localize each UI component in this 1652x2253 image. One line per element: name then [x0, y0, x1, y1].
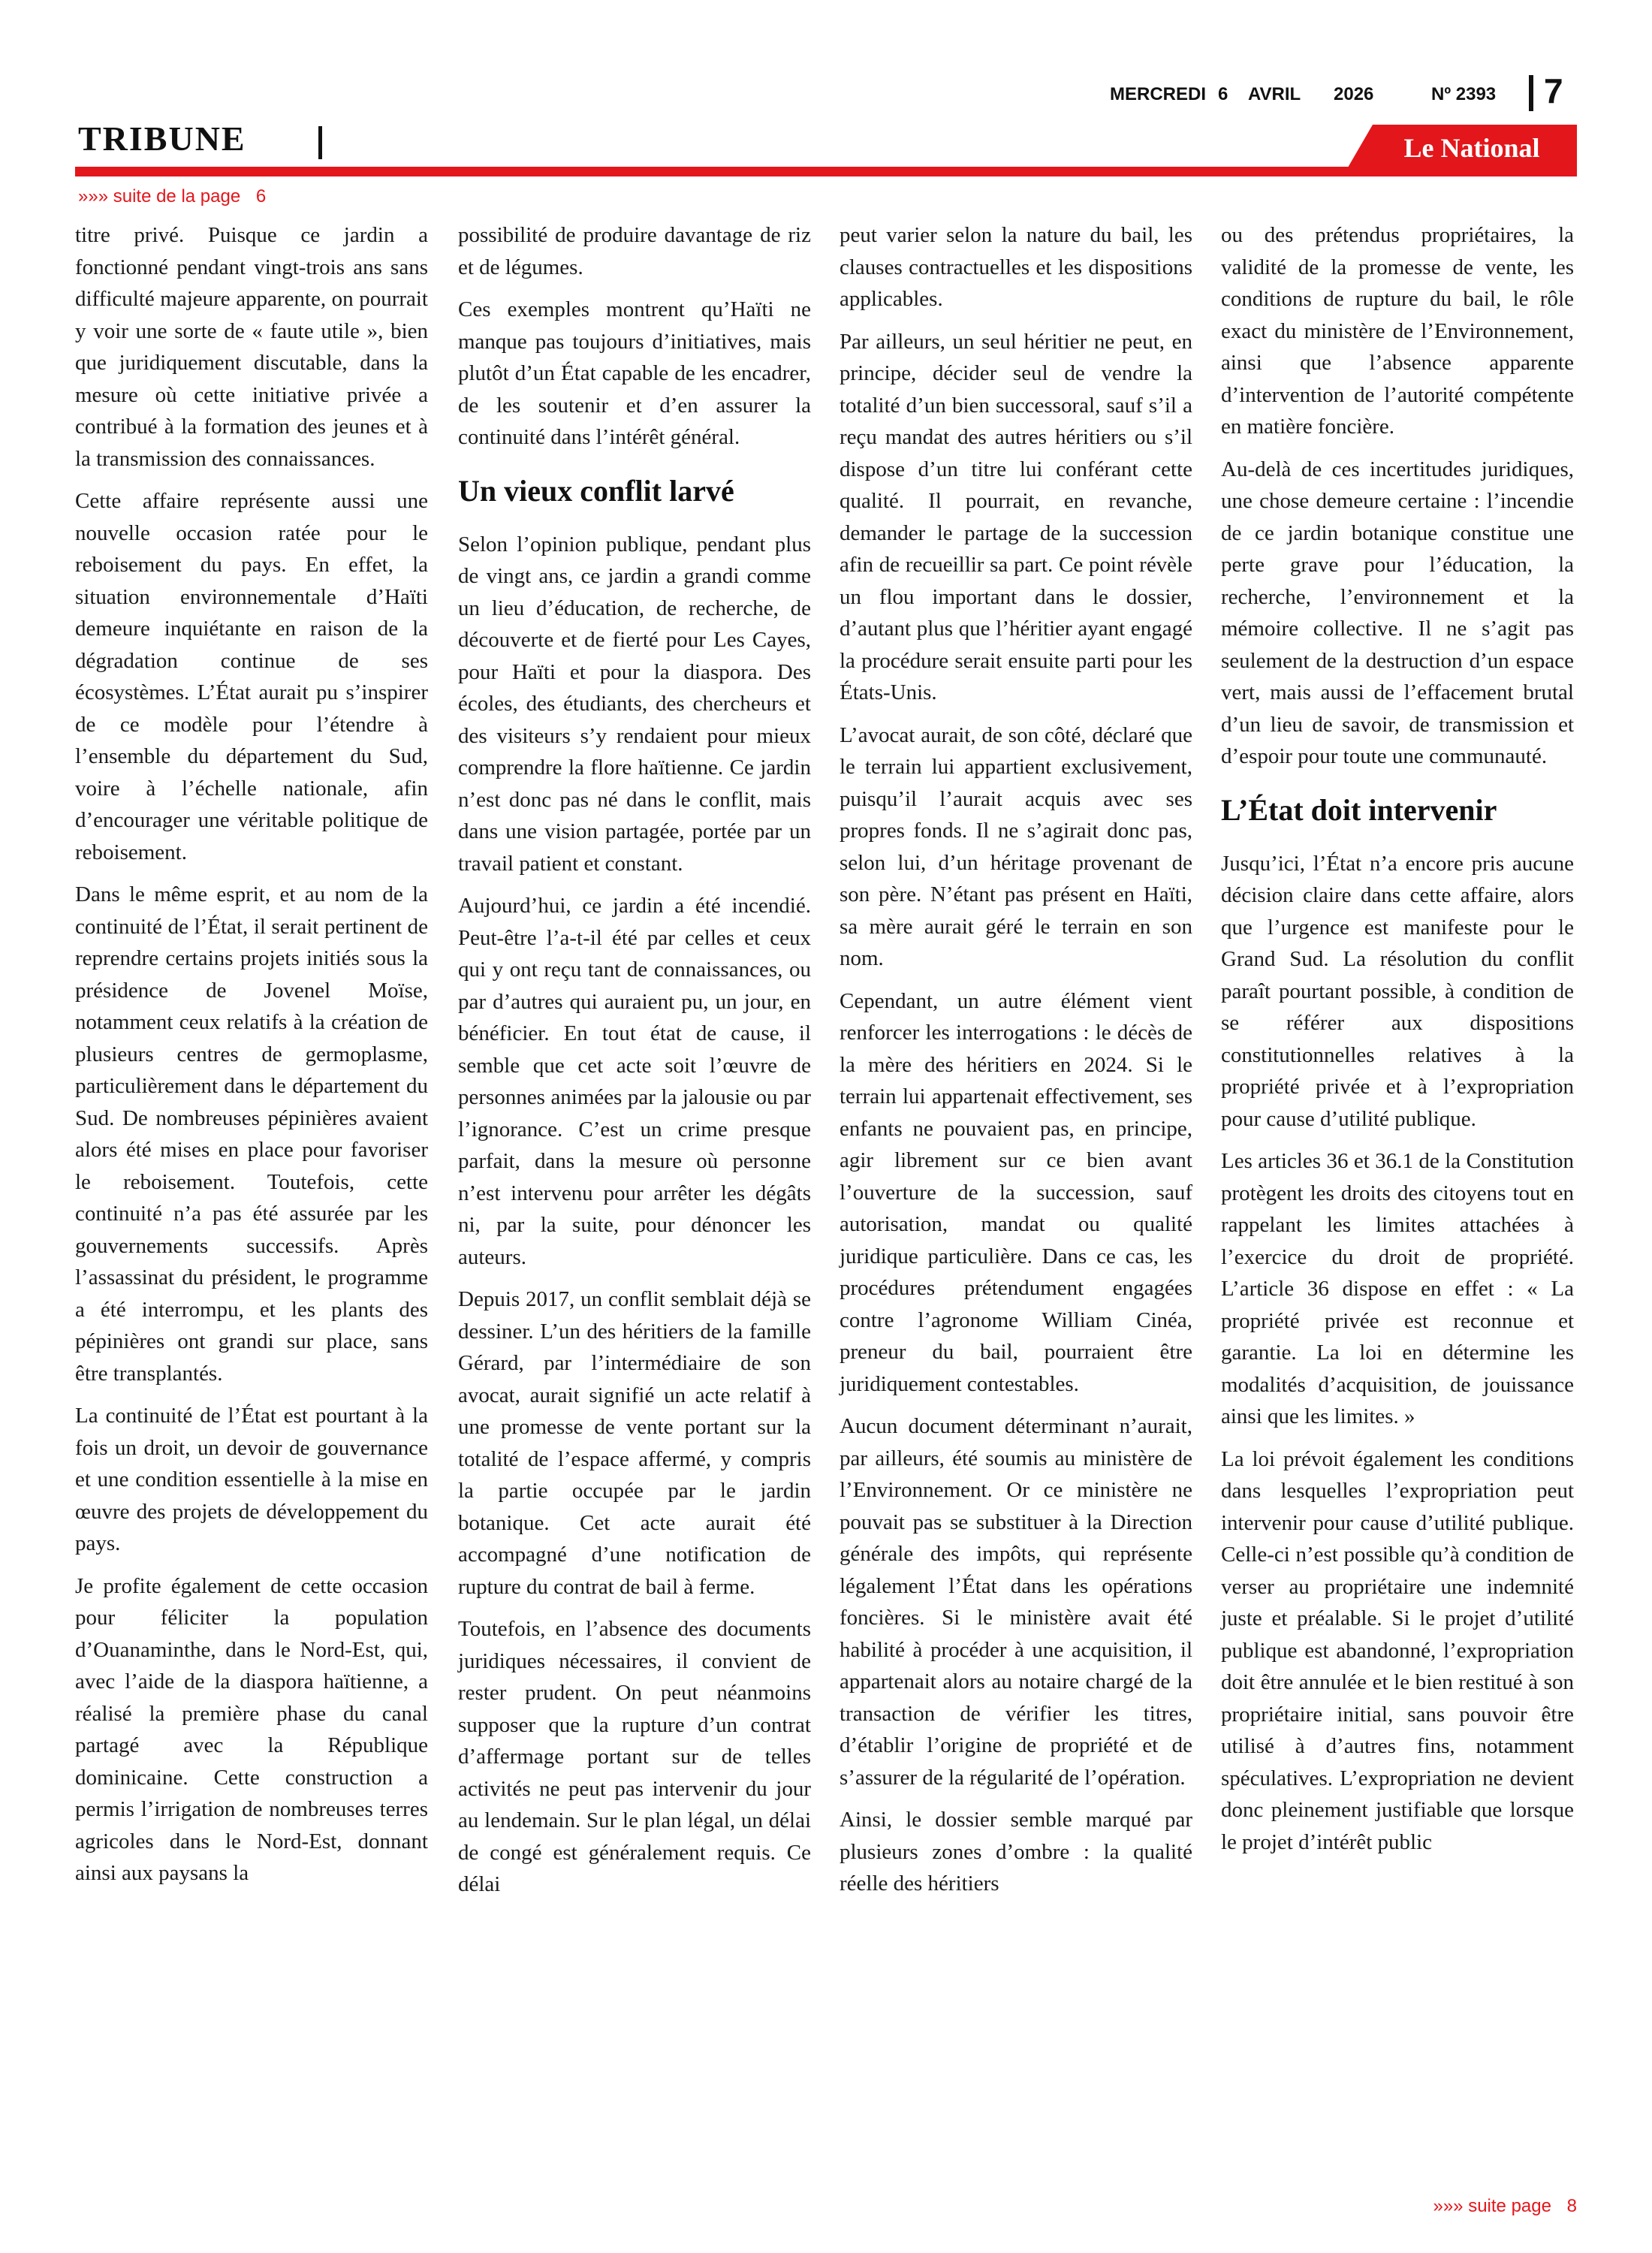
section-title-divider: [318, 126, 322, 159]
continued-from-text: suite de la page: [113, 186, 241, 207]
article-paragraph: ou des prétendus propriétaires, la validité de la promesse de vente, les conditions de rupture du bail, le rôle exact du ministère de l’Environnement, ainsi que l’absence apparente d’intervention de l’autorité compétente en matière foncière.: [1221, 223, 1574, 439]
continued-from-page: 6: [255, 186, 267, 207]
article-subheading: L’État doit intervenir: [1221, 792, 1497, 827]
page-number: 7: [1544, 71, 1563, 110]
brand-logo: Le National: [1403, 133, 1540, 163]
page-number-divider: [1529, 75, 1533, 111]
article-paragraph: Cette affaire représente aussi une nouvelle occasion ratée pour le reboisement du pays. En effet, la situation environnementale d’Haïti demeure inquiétante en raison de la dégradation continue de ses écosystèmes. L’État aurait pu s’inspirer de ce modèle pour l’étendre à l’ensemble du département du Sud, voire à l’échelle nationale, afin d’encourager une véritable politique de reboisement.: [75, 489, 428, 864]
continued-to-link[interactable]: [1433, 2196, 1577, 2217]
issue-number: Nº 2393: [1431, 84, 1497, 104]
article-paragraph: La loi prévoit également les conditions dans lesquelles l’expropriation peut intervenir pour cause d’utilité publique. Celle-ci n’est possible qu’à condition de verser au propriétaire une indemnité juste et préalable. Si le projet d’utilité publique est abandonné, l’expropriation doit être annulée et le bien restitué à son propriétaire initial, sans pouvoir être utilisé à d’autres fins, notamment spéculatives. L’expropriation ne devient donc pleinement justifiable que lorsque le projet d’intérêt public: [1221, 1446, 1574, 1854]
article-column-3: [840, 219, 1192, 1911]
article-paragraph: Aucun document déterminant n’aurait, par ailleurs, été soumis au ministère de l’Environnement. Or ce ministère ne pouvait pas se substituer à la Direction générale des impôts, qui représente légalement l’État dans les opérations foncières. Si le ministère avait été habilité à procéder à une acquisition, il appartenait alors au notaire chargé de la transaction de vérifier les titres, d’établir l’origine de propriété et de s’assurer de la régularité de l’opération.: [840, 1414, 1192, 1790]
article-column-4: [1221, 219, 1574, 1868]
article-paragraph: peut varier selon la nature du bail, les clauses contractuelles et les dispositions applicables.: [840, 223, 1192, 311]
article-paragraph: Je profite également de cette occasion pour féliciter la population d’Ouanaminthe, dans le Nord-Est, qui, avec l’aide de la diaspora haïtienne, a réalisé la première phase du canal partagé avec la République dominicaine. Cette construction a permis l’irrigation de nombreuses terres agricoles dans le Nord-Est, donnant ainsi aux paysans la: [75, 1573, 428, 1885]
article-column-1: [75, 219, 428, 1900]
article-paragraph: Cependant, un autre élément vient renforcer les interrogations : le décès de la mère des héritiers en 2024. Si le terrain lui appartenait effectivement, ses enfants ne pouvaient pas, en principe, agir librement sur ce bien avant l’ouverture de la succession, sauf autorisation, mandat ou qualité juridique particulière. Dans ce cas, les procédures prétendument engagées contre l’agronome William Cinéa, preneur du bail, pourraient être juridiquement contestables.: [840, 988, 1192, 1396]
continued-to-text: suite page: [1468, 2196, 1551, 2216]
issue-date-month: AVRIL: [1248, 84, 1301, 104]
article-paragraph: Selon l’opinion publique, pendant plus de vingt ans, ce jardin a grandi comme un lieu d’éducation, de recherche, de découverte et de fierté pour Les Cayes, pour Haïti et pour la diaspora. Des écoles, des étudiants, des chercheurs et des visiteurs s’y rendaient pour mieux comprendre la flore haïtienne. Ce jardin n’est donc pas né dans le conflit, mais dans une vision partagée, portée par un travail patient et constant.: [458, 532, 811, 876]
continued-to-arrows: »»»: [1433, 2196, 1464, 2216]
article-paragraph: titre privé. Puisque ce jardin a fonctionné pendant vingt-trois ans sans difficulté majeure apparente, on pourrait y voir une sorte de « faute utile », bien que juridiquement discutable, dans la mesure où cette initiative privée a contribué à la formation des jeunes et à la transmission des connaissances.: [75, 223, 428, 471]
article-paragraph: Par ailleurs, un seul héritier ne peut, en principe, décider seul de vendre la totalité d’un bien successoral, sauf s’il a reçu mandat des autres héritiers ou s’il dispose d’un titre lui conférant cette qualité. Il pourrait, en revanche, demander le partage de la succession afin de recueillir sa part. Ce point révèle un flou important dans le dossier, d’autant plus que l’héritier ayant engagé la procédure serait ensuite parti pour les États-Unis.: [840, 329, 1192, 704]
article-paragraph: Ainsi, le dossier semble marqué par plusieurs zones d’ombre : la qualité réelle des héritiers: [840, 1808, 1192, 1896]
article-paragraph: Ces exemples montrent qu’Haïti ne manque pas toujours d’initiatives, mais plutôt d’un État capable de les encadrer, de les soutenir et d’en assurer la continuité dans l’intérêt général.: [458, 297, 811, 449]
article-paragraph: possibilité de produire davantage de riz et de légumes.: [458, 223, 811, 279]
article-paragraph: Les articles 36 et 36.1 de la Constitution protègent les droits des citoyens tout en rappelant les limites attachées à l’exercice du droit de propriété. L’article 36 dispose en effet : « La propriété privée est reconnue et garantie. La loi en détermine les modalités d’acquisition, de jouissance ainsi que les limites. »: [1221, 1149, 1574, 1428]
article-subheading: Un vieux conflit larvé: [458, 473, 734, 508]
article-paragraph: L’avocat aurait, de son côté, déclaré que le terrain lui appartient exclusivement, puisqu’il l’aurait acquis avec ses propres fonds. Il ne s’agirait donc pas, selon lui, d’un héritage provenant de son père. N’étant pas présent en Haïti, sa mère aurait géré le terrain en son nom.: [840, 722, 1192, 970]
issue-date-year: 2026: [1334, 84, 1374, 104]
article-paragraph: Aujourd’hui, ce jardin a été incendié. Peut-être l’a-t-il été par celles et ceux qui y ont reçu tant de connaissances, ou par d’autres qui auraient pu, un jour, en bénéficier. En tout état de cause, il semble que cet acte soit l’œuvre de personnes animées par la jalousie ou par l’ignorance. C’est un crime presque parfait, dans la mesure où personne n’est intervenu pour arrêter les dégâts ni, par la suite, pour dénoncer les auteurs.: [458, 894, 811, 1269]
article-paragraph: Jusqu’ici, l’État n’a encore pris aucune décision claire dans cette affaire, alors que l’urgence est manifeste pour le Grand Sud. La résolution du conflit paraît pourtant possible, à condition de se référer aux dispositions constitutionnelles relatives à la propriété privée et à l’expropriation pour cause d’utilité publique.: [1221, 851, 1574, 1131]
issue-date-day: 6: [1218, 84, 1228, 104]
section-title: TRIBUNE: [78, 119, 246, 158]
article-paragraph: Au-delà de ces incertitudes juridiques, une chose demeure certaine : l’incendie de ce jardin botanique constitue une perte grave pour l’éducation, la recherche, l’environnement et la mémoire collective. Il ne s’agit pas seulement de la destruction d’un espace vert, mais aussi de l’effacement brutal d’un lieu de savoir, de transmission et d’espoir pour toute une communauté.: [1221, 457, 1574, 768]
article-paragraph: Depuis 2017, un conflit semblait déjà se dessiner. L’un des héritiers de la famille Gérard, par l’intermédiaire de son avocat, aurait signifié un acte relatif à une promesse de vente portant sur la totalité de l’espace affermé, y compris la partie occupée par le jardin botanique. Cet acte aurait été accompagné d’une notification de rupture du contrat de bail à ferme.: [458, 1287, 811, 1599]
article-paragraph: Dans le même esprit, et au nom de la continuité de l’État, il serait pertinent de reprendre certains projets initiés sous la présidence de Jovenel Moïse, notamment ceux relatifs à la création de plusieurs centres de germoplasme, particulièrement dans le département du Sud. De nombreuses pépinières avaient alors été mises en place pour favoriser le reboisement. Toutefois, cette continuité n’a pas été assurée par les gouvernements successifs. Après l’assassinat du président, le programme a été interrompu, et les plants des pépinières ont grandi sur place, sans être transplantés.: [75, 882, 428, 1386]
article-paragraph: Toutefois, en l’absence des documents juridiques nécessaires, il convient de rester prudent. On peut néanmoins supposer que la rupture d’un contrat d’affermage portant sur de telles activités ne peut pas intervenir du jour au lendemain. Sur le plan légal, un délai de congé est généralement requis. Ce délai: [458, 1617, 811, 1896]
continued-to-page: 8: [1566, 2196, 1577, 2216]
continued-from-arrows: »»»: [78, 186, 109, 207]
issue-date-weekday: MERCREDI: [1110, 84, 1207, 104]
article-paragraph: La continuité de l’État est pourtant à la fois un droit, un devoir de gouvernance et une condition essentielle à la mise en œuvre des projets de développement du pays.: [75, 1404, 428, 1555]
article-column-2: [458, 219, 811, 1911]
continued-from-link[interactable]: [78, 186, 266, 207]
